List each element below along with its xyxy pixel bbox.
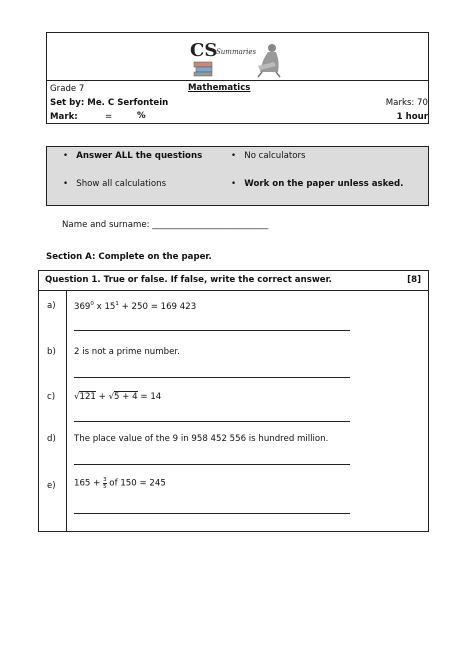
logo <box>188 36 298 78</box>
name-field[interactable] <box>62 220 268 230</box>
set-by-label: Set by: Me. C Serfontein <box>50 98 169 108</box>
header-divider <box>46 80 429 81</box>
mark-label: Mark: <box>50 112 78 122</box>
subject-title: Mathematics <box>188 83 251 93</box>
item-a-text: $369^0$ x $15^1 + 250 = 169$ 423 <box>74 301 197 312</box>
mark-equals: = <box>105 112 113 122</box>
logo-mark: CS <box>190 40 218 61</box>
item-c-label: c) <box>47 392 56 402</box>
item-d-label: d) <box>47 434 56 444</box>
item-a-label: a) <box>47 301 56 311</box>
item-b-label: b) <box>47 347 56 357</box>
bullet-icon: • <box>63 179 77 189</box>
item-c-text: √121 + √5 + 4 = 14 <box>74 392 162 402</box>
item-e-text: 165 + $\frac{3}{5}$ of 150 = 245 <box>74 477 166 490</box>
instruction-4: • Work on the paper unless asked. <box>231 179 404 189</box>
instructions-box <box>46 146 429 206</box>
question-marks: [8] <box>407 275 421 285</box>
answer-line-d[interactable] <box>74 464 350 465</box>
logo-word: Summaries <box>216 48 257 56</box>
sqrt-icon: √ <box>74 392 80 402</box>
item-b-text: 2 is not a prime number. <box>74 347 180 357</box>
question-header-divider <box>38 290 429 291</box>
bullet-icon: • <box>231 179 245 189</box>
instruction-1: • Answer ALL the questions <box>63 151 203 161</box>
question-label-column <box>66 290 67 532</box>
duration: 1 hour <box>396 112 428 122</box>
logo-image <box>188 36 298 78</box>
name-blank[interactable]: ___________________________ <box>152 220 269 230</box>
name-label: Name and surname: <box>62 220 153 230</box>
answer-line-a[interactable] <box>74 330 350 331</box>
sqrt-icon: √ <box>108 392 115 402</box>
item-d-text: The place value of the 9 in 958 452 556 is hundred million. <box>74 434 329 444</box>
marks-total: Marks: 70 <box>385 98 428 108</box>
answer-line-c[interactable] <box>74 421 350 422</box>
mark-percent: % <box>137 111 146 121</box>
item-e-label: e) <box>47 481 56 491</box>
bullet-icon: • <box>63 151 77 161</box>
answer-line-e[interactable] <box>74 513 350 514</box>
section-title: Section A: Complete on the paper. <box>46 252 212 262</box>
answer-line-b[interactable] <box>74 377 350 378</box>
instruction-3: • Show all calculations <box>63 179 167 189</box>
question-title: Question 1. True or false. If false, write the correct answer. <box>45 275 332 285</box>
bullet-icon: • <box>231 151 245 161</box>
grade-label: Grade 7 <box>50 84 85 94</box>
instruction-2: • No calculators <box>231 151 306 161</box>
